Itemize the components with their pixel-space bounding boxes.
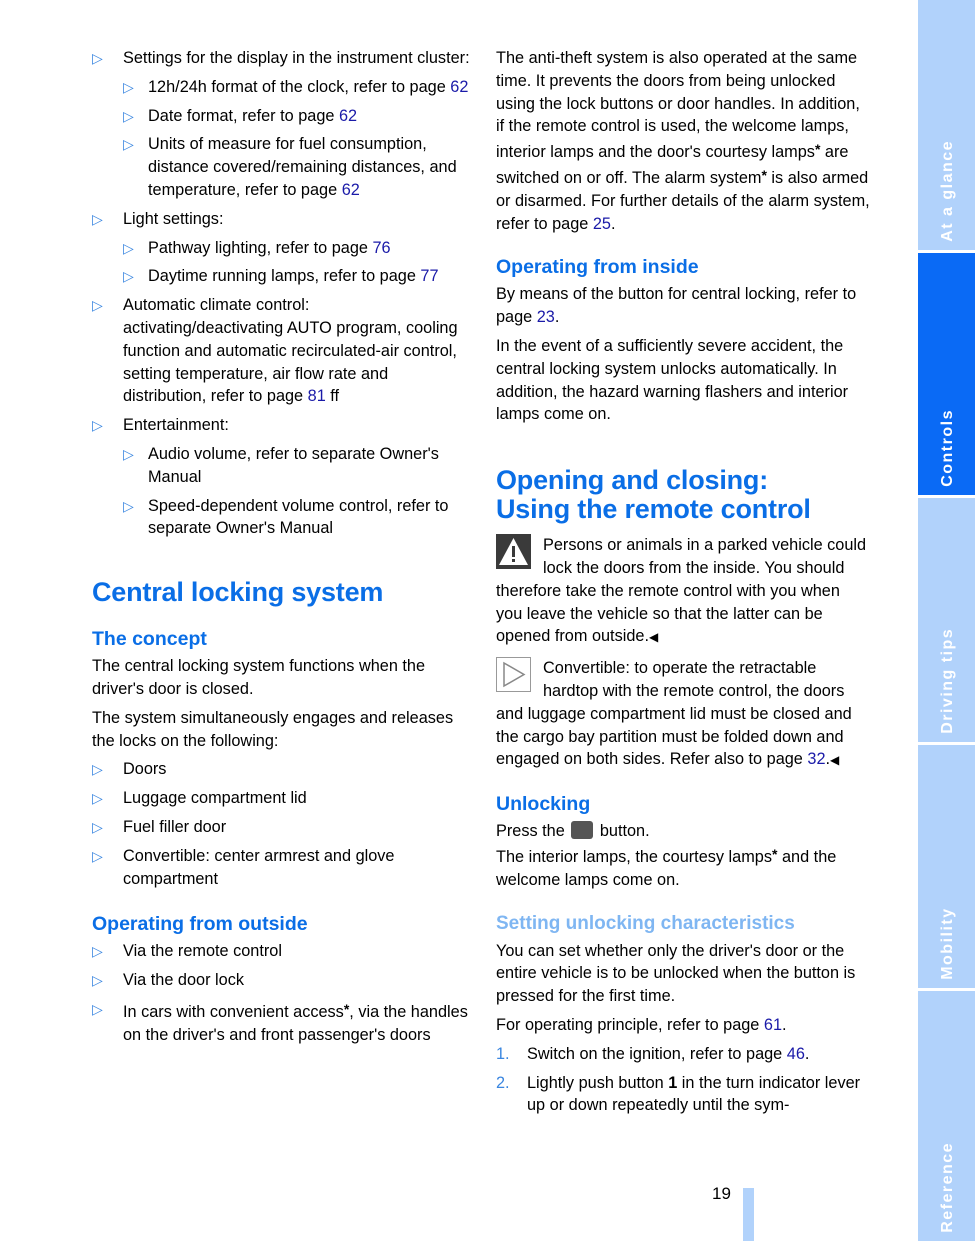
step-item: 2. Lightly push button 1 in the turn indicator lever up or down repeatedly until the sym- [496,1073,861,1115]
page-link[interactable]: 62 [341,180,360,199]
page-link[interactable]: 62 [338,106,358,125]
list-item: ▷ Units of measure for fuel consumption, distance covered/remaining distances, and temperature, refer to page 62 [123,135,457,199]
page-link[interactable]: 23 [536,308,555,327]
list-item: ▷ Convertible: center armrest and glove compartment [92,846,395,888]
concept-heading: The concept [92,628,207,651]
triangle-bullet-icon: ▷ [123,239,134,256]
list-item: ▷ Speed-dependent volume control, refer to separate Owner's Manual [123,496,449,538]
list-item: ▷ Light settings: ▷ Pathway lighting, refer to page 76 ▷ Daytime running lamps, refer to page 77 [92,208,470,288]
list-item: ▷ Pathway lighting, refer to page 76 [123,237,470,260]
anti-theft-paragraph: The anti-theft system is also operated at the same time. It prevents the doors from being unlocked using the lock buttons or door handles. In addition, if the remote control is used, the welcome lamps, interior lamps and the door's courtesy lamps* are switched on or off. The alarm system* is also armed or disarmed. For further details of the alarm system, refer to page 25. [496,49,870,233]
list-item: ▷ Via the remote control [92,940,470,963]
outside-list [92,940,470,1046]
page-link[interactable]: 32 [807,750,826,769]
setting-heading: Setting unlocking characteristics [496,912,795,934]
concept-paragraph: The central locking system functions when the driver's door is closed. [92,657,426,698]
triangle-bullet-icon: ▷ [123,445,134,462]
unlock-paragraph: The interior lamps, the courtesy lamps* and the welcome lamps come on. [496,845,837,889]
tab-controls[interactable]: Controls [918,253,975,495]
unlock-paragraph: Press the button. [496,822,650,841]
inside-paragraph: In the event of a sufficiently severe accident, the central locking system unlocks automatically. In addition, the hazard warning flashers and interior lamps come on. [496,336,849,424]
triangle-bullet-icon: ▷ [92,943,103,960]
triangle-bullet-icon: ▷ [92,417,103,434]
triangle-bullet-icon: ▷ [92,1000,103,1017]
page-link[interactable]: 61 [763,1015,783,1034]
page-link[interactable]: 81 [307,387,326,406]
left-column [92,47,470,1053]
steps-list [496,1043,870,1117]
page-number-bar [743,1188,754,1241]
triangle-bullet-icon: ▷ [92,50,103,66]
concept-paragraph: The system simultaneously engages and releases the locks on the following: [92,708,454,750]
optional-equipment-star: * [761,166,767,183]
triangle-bullet-icon: ▷ [123,136,134,153]
inside-heading: Operating from inside [496,256,699,279]
triangle-bullet-icon: ▷ [92,790,103,807]
tab-reference[interactable]: Reference [918,991,975,1241]
list-item: ▷ Date format, refer to page 62 [123,105,470,128]
chapter-sidebar [918,0,975,1241]
optional-equipment-star: * [772,845,778,862]
tab-driving-tips[interactable]: Driving tips [918,498,975,742]
page-link[interactable]: 77 [420,267,439,286]
warning-note: Persons or animals in a parked vehicle could lock the doors from the inside. You should therefore take the remote control with you when you leave the vehicle so that the latter can be opened from outside.◀ [496,536,867,646]
end-mark-icon: ◀ [830,753,840,768]
triangle-bullet-icon: ▷ [92,761,103,778]
triangle-bullet-icon: ▷ [92,210,103,227]
settings-list [92,47,470,540]
page-link[interactable]: 62 [450,77,469,96]
triangle-bullet-icon: ▷ [123,107,134,124]
triangle-bullet-icon: ▷ [92,818,103,835]
list-item: ▷ 12h/24h format of the clock, refer to page 62 [123,76,470,99]
note-play-icon [496,657,531,692]
setting-paragraph: For operating principle, refer to page 61. [496,1015,787,1034]
triangle-bullet-icon: ▷ [123,268,134,285]
list-item: ▷ Daytime running lamps, refer to page 77 [123,265,470,288]
page-link[interactable]: 76 [372,238,391,257]
step-item: 1. Switch on the ignition, refer to page 46. [496,1044,810,1063]
triangle-bullet-icon: ▷ [92,297,103,314]
page-link[interactable]: 46 [786,1044,805,1063]
tab-at-a-glance[interactable]: At a glance [918,0,975,250]
list-item: ▷ Doors [92,758,470,781]
right-column [496,47,870,1123]
list-item: ▷ In cars with convenient access*, via the handles on the driver's and front passenger's doors [92,998,470,1047]
list-item: ▷ Fuel filler door [92,816,470,839]
triangle-bullet-icon: ▷ [123,497,134,514]
triangle-bullet-icon: ▷ [92,972,103,989]
list-item: ▷ Luggage compartment lid [92,787,470,810]
list-item: ▷ Via the door lock [92,969,470,992]
concept-list [92,758,470,890]
setting-paragraph: You can set whether only the driver's door or the entire vehicle is to be unlocked when the button is pressed for the first time. [496,941,856,1006]
unlocking-heading: Unlocking [496,793,591,816]
list-item: ▷ Entertainment: ▷ Audio volume, refer to separate Owner's Manual ▷ Speed-dependent volume control, refer to separate Owner's Manual [92,414,470,540]
triangle-bullet-icon: ▷ [123,78,134,95]
remote-unlock-button-icon [571,821,593,839]
central-locking-heading: Central locking system [92,577,384,608]
info-note: Convertible: to operate the retractable hardtop with the remote control, the doors and luggage compartment lid must be closed and the cargo bay partition must be folded down and engaged on both sides. Refer also to page 32.◀ [496,659,852,769]
page-link[interactable]: 25 [592,214,611,233]
page-number: 19 [712,1184,731,1203]
list-item: ▷ Settings for the display in the instrument cluster: ▷ 12h/24h format of the clock, refer to page 62 ▷ Date format, refer to page 62 ▷ Units of measure for fuel consumption, distance covered/remaining distances, and temperature, refer to page 62 [92,47,470,202]
optional-equipment-star: * [343,1000,350,1017]
outside-heading: Operating from outside [92,913,308,936]
tab-mobility[interactable]: Mobility [918,745,975,988]
optional-equipment-star: * [814,141,821,158]
list-item: ▷ Automatic climate control: activating/deactivating AUTO program, cooling function and automatic recirculated-air control, setting temperature, air flow rate and distribution, refer to page 81 ff [92,296,458,406]
list-item: ▷ Audio volume, refer to separate Owner's Manual [123,444,439,486]
inside-paragraph: By means of the button for central locking, refer to page 23. [496,285,857,327]
end-mark-icon: ◀ [648,630,659,645]
warning-triangle-icon [496,534,531,569]
opening-closing-heading: Opening and closing: Using the remote control [496,465,811,525]
triangle-bullet-icon: ▷ [92,847,103,864]
